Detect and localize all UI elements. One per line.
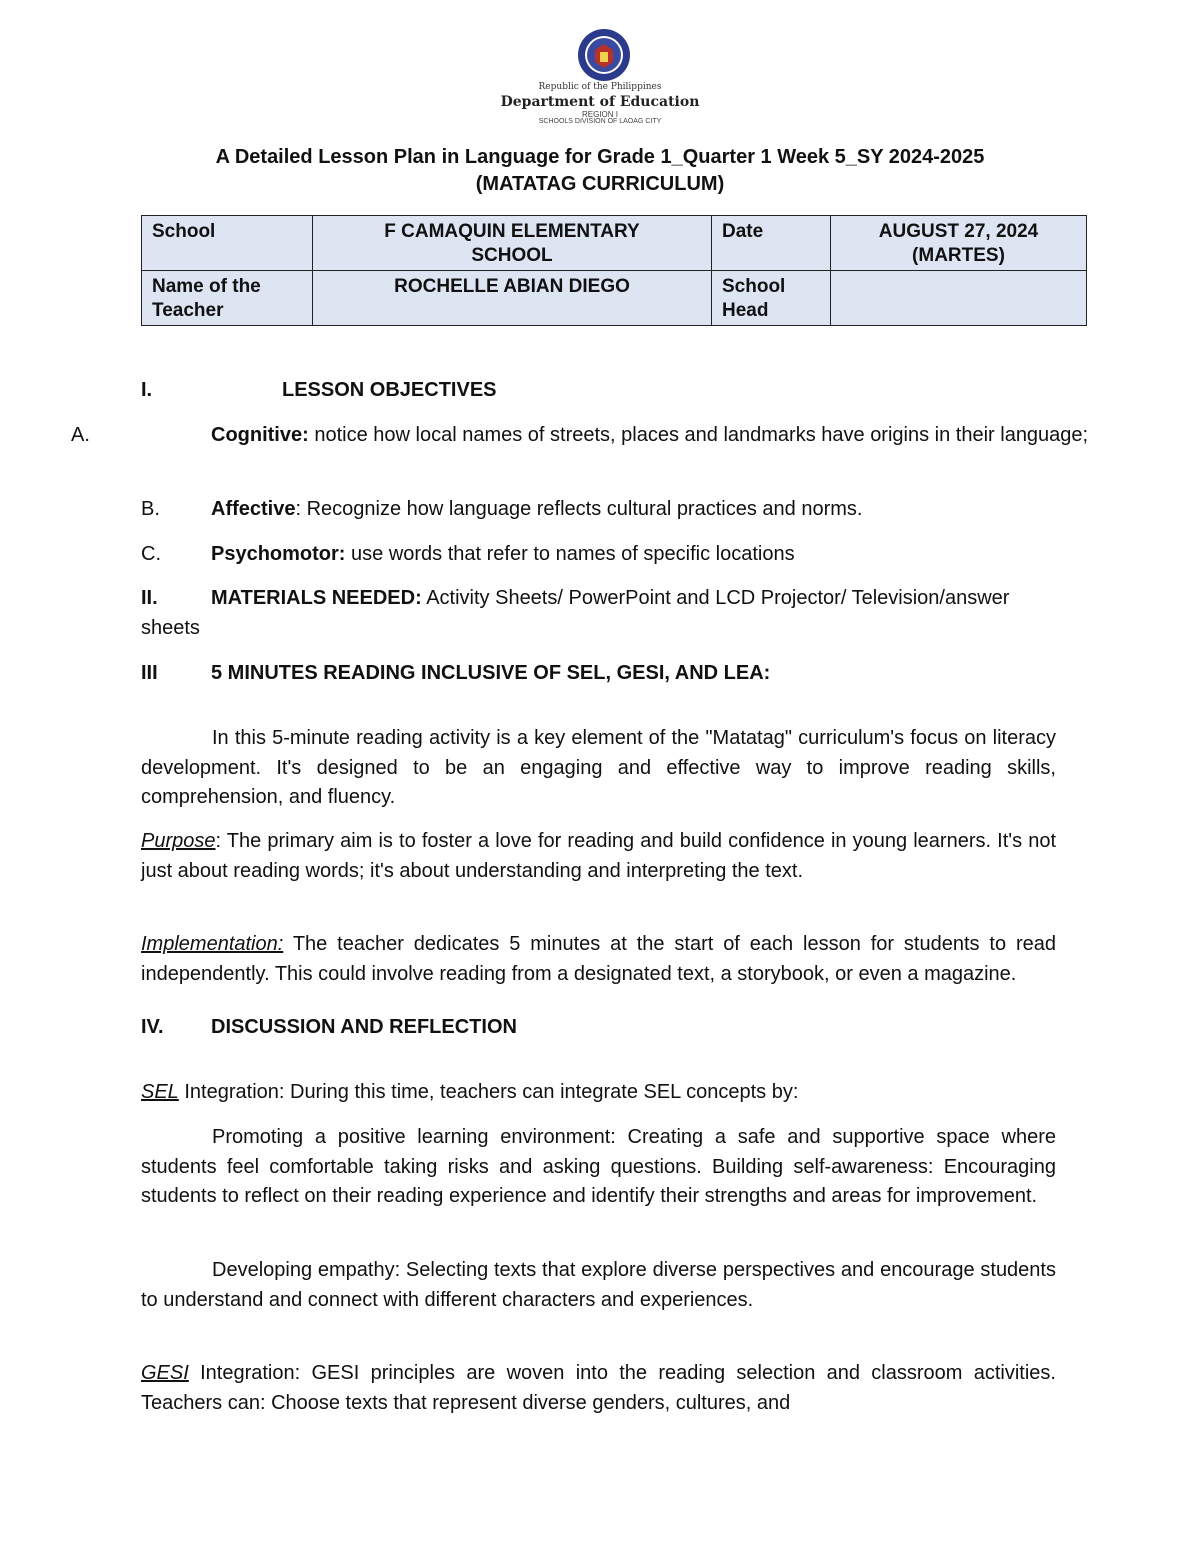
school-head-label: School Head	[712, 271, 831, 326]
title-line-1: A Detailed Lesson Plan in Language for Grade 1_Quarter 1 Week 5_SY 2024-2025	[215, 146, 985, 168]
teacher-label: Name of the Teacher	[142, 271, 313, 326]
reading-paragraph: In this 5-minute reading activity is a key element of the "Matatag" curriculum's focus on literacy development. It's designed to be an engaging and effective way to improve reading skills, comprehension, and fluency.	[141, 727, 1056, 808]
objective-a: A. Cognitive: notice how local names of streets, places and landmarks have origins in their language;	[71, 424, 1089, 446]
section-1-heading: I. LESSON OBJECTIVES	[141, 379, 497, 401]
sel-integration-line: SEL Integration: During this time, teachers can integrate SEL concepts by:	[141, 1081, 799, 1103]
lesson-info-table	[141, 215, 1087, 326]
sel-paragraph-1: Promoting a positive learning environment: Creating a safe and supportive space where students feel comfortable taking risks and asking questions. Building self-awareness: Encouraging students to reflect on their reading experience and identify their strengths and areas for improvement.	[141, 1126, 1056, 1207]
implementation-paragraph: Implementation: The teacher dedicates 5 minutes at the start of each lesson for students to read independently. This could involve reading from a designated text, a storybook, or even a magazine.	[141, 933, 1056, 985]
objective-c: C. Psychomotor: use words that refer to names of specific locations	[141, 543, 795, 565]
deped-seal-icon	[577, 28, 631, 82]
title-line-2: (MATATAG CURRICULUM)	[475, 173, 725, 195]
school-head-value	[831, 271, 1087, 326]
region-line: REGION I	[581, 110, 618, 119]
school-value: F CAMAQUIN ELEMENTARY SCHOOL	[313, 216, 712, 271]
republic-line: Republic of the Philippines	[538, 82, 662, 92]
table-row	[142, 271, 1087, 326]
document-title	[0, 144, 1200, 198]
division-line: SCHOOLS DIVISION OF LAOAG CITY	[538, 118, 662, 125]
department-line: Department of Education	[500, 94, 700, 110]
sel-paragraph-2: Developing empathy: Selecting texts that explore diverse perspectives and encourage students to understand and connect with different characters and experiences.	[141, 1259, 1056, 1311]
gesi-paragraph: GESI Integration: GESI principles are woven into the reading selection and classroom activities. Teachers can: Choose texts that represent diverse genders, cultures, and	[141, 1362, 1056, 1414]
teacher-value: ROCHELLE ABIAN DIEGO	[313, 271, 712, 326]
purpose-paragraph: Purpose: The primary aim is to foster a love for reading and build confidence in young learners. It's not just about reading words; it's about understanding and interpreting the text.	[141, 830, 1056, 882]
table-row	[142, 216, 1087, 271]
date-label: Date	[712, 216, 831, 271]
section-4-heading: IV. DISCUSSION AND REFLECTION	[141, 1016, 517, 1038]
date-value: AUGUST 27, 2024 (MARTES)	[831, 216, 1087, 271]
section-2-materials: II. MATERIALS NEEDED: Activity Sheets/ PowerPoint and LCD Projector/ Television/answer sheets	[141, 587, 1010, 639]
objective-b: B. Affective: Recognize how language reflects cultural practices and norms.	[141, 498, 863, 520]
school-label: School	[142, 216, 313, 271]
section-3-heading: III 5 MINUTES READING INCLUSIVE OF SEL, GESI, AND LEA:	[141, 662, 771, 684]
